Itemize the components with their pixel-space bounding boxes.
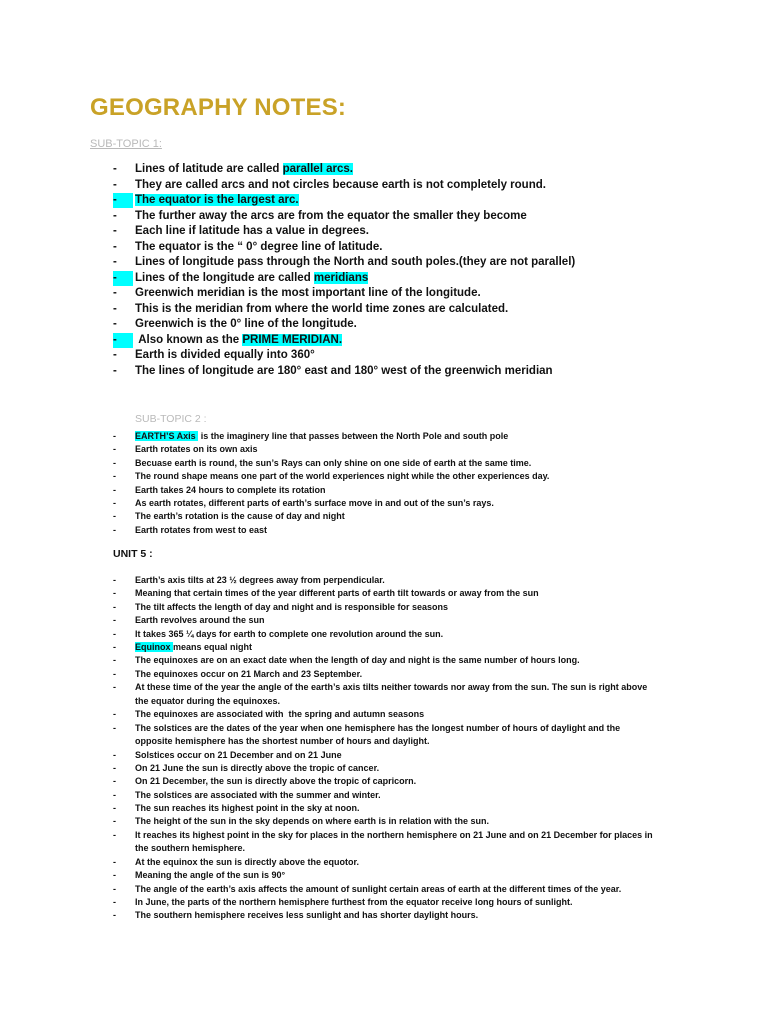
item-text: The equinoxes are on an exact date when the length of day and night is the same number of hours long. xyxy=(135,655,580,666)
bullet-dash: - xyxy=(113,749,116,760)
list-item xyxy=(113,484,673,497)
bullet-dash: - xyxy=(113,240,117,253)
bullet-dash: - xyxy=(113,910,116,921)
bullet-dash: - xyxy=(113,615,116,626)
bullet-dash: - xyxy=(113,302,117,315)
bullet-dash: - xyxy=(113,762,116,773)
highlighted-text: parallel arcs. xyxy=(282,163,353,175)
list-item xyxy=(113,829,673,856)
list-item-text xyxy=(135,162,353,177)
bullet-dash: - xyxy=(113,628,116,639)
list-item xyxy=(113,587,673,600)
item-text: The lines of longitude are 180° east and 180° west of the greenwich meridian xyxy=(135,364,553,377)
item-text: means equal night xyxy=(173,641,253,652)
bullet-dash: - xyxy=(113,856,116,867)
list-item-text xyxy=(135,762,379,775)
list-item xyxy=(113,815,673,828)
item-text: It reaches its highest point in the sky for places in the northern hemisphere on 21 June and on 21 December for places in the southern hemisphere. xyxy=(135,829,656,854)
bullet-dash: - xyxy=(113,444,116,455)
item-text: is the imaginery line that passes between the North Pole and south pole xyxy=(198,431,509,441)
list-item-text xyxy=(135,896,573,909)
list-item-text xyxy=(135,614,265,627)
item-text: On 21 December, the sun is directly above the tropic of capricorn. xyxy=(135,776,417,787)
highlighted-text: The equator is the largest arc. xyxy=(135,194,299,206)
list-item xyxy=(113,722,673,749)
item-text: Earth’s axis tilts at 23 ½ degrees away from perpendicular. xyxy=(135,575,385,585)
bullet-dash: - xyxy=(113,364,117,377)
item-text: The southern hemisphere receives less sunlight and has shorter daylight hours. xyxy=(135,910,479,921)
list-item-text xyxy=(135,524,267,537)
list-item-text xyxy=(135,240,382,255)
bullet-dash: - xyxy=(113,163,117,175)
bullet-dash: - xyxy=(113,484,116,495)
bullet-dash: - xyxy=(113,287,117,299)
item-text: Greenwich is the 0° line of the longitude. xyxy=(135,318,357,330)
bullet-dash: - xyxy=(113,497,116,508)
list-item xyxy=(113,209,633,225)
list-item xyxy=(113,641,673,654)
item-text: Meaning the angle of the sun is 90° xyxy=(135,870,286,881)
list-item xyxy=(113,348,633,364)
item-text: Earth is divided equally into 360° xyxy=(135,349,315,361)
item-text: Meaning that certain times of the year different parts of earth tilt towards or away from the sun xyxy=(135,588,539,599)
list-item-text xyxy=(135,749,342,762)
list-item-text xyxy=(135,909,478,922)
bullet-dash: - xyxy=(113,655,116,666)
item-text: In June, the parts of the northern hemisphere furthest from the equator receive long hours of sunlight. xyxy=(135,897,573,908)
list-item-text xyxy=(135,883,621,896)
list-item-text xyxy=(135,829,655,856)
list-item xyxy=(113,333,633,349)
list-item-text xyxy=(135,654,580,667)
item-text: Earth takes 24 hours to complete its rotation xyxy=(135,484,326,495)
highlighted-text: meridians xyxy=(313,271,369,284)
list-item xyxy=(113,240,633,256)
list-item-text xyxy=(135,775,416,788)
item-text: The equinoxes are associated with the spring and autumn seasons xyxy=(135,709,425,720)
bullet-dash: - xyxy=(113,209,117,222)
item-text: Lines of longitude pass through the North and south poles.(they are not parallel) xyxy=(135,256,576,268)
item-text: Lines of the longitude are called xyxy=(135,271,314,284)
item-text: Earth rotates on its own axis xyxy=(135,444,258,455)
list-item-text xyxy=(135,708,424,721)
item-text: At the equinox the sun is directly above the equotor. xyxy=(135,856,360,867)
list-item xyxy=(113,574,673,587)
bullet-dash: - xyxy=(113,870,116,881)
item-text: This is the meridian from where the world time zones are calculated. xyxy=(135,302,509,315)
list-item-text xyxy=(135,430,508,443)
list-item-text xyxy=(135,271,368,286)
list-item-text xyxy=(135,443,258,456)
list-item-text xyxy=(135,802,360,815)
bullet-dash: - xyxy=(113,722,116,733)
list-item-text xyxy=(135,497,494,510)
item-text: Earth revolves around the sun xyxy=(135,615,265,626)
list-item-text xyxy=(135,224,369,239)
item-text: Also known as the xyxy=(135,333,243,346)
list-item-text xyxy=(135,209,527,224)
list-item-text xyxy=(135,364,553,379)
bullet-dash: - xyxy=(113,225,117,237)
bullet-dash: - xyxy=(113,318,117,330)
bullet-dash: - xyxy=(113,816,116,827)
page-title: GEOGRAPHY NOTES: xyxy=(90,94,347,121)
list-item xyxy=(113,775,673,788)
list-item xyxy=(113,271,633,287)
list-item xyxy=(113,802,673,815)
item-text: Lines of latitude are called xyxy=(135,163,283,175)
list-item xyxy=(113,255,633,271)
list-item-text xyxy=(135,457,531,470)
item-text: Each line if latitude has a value in degrees. xyxy=(135,225,369,237)
item-text: The equinoxes occur on 21 March and 23 September. xyxy=(135,668,363,679)
list-item xyxy=(113,668,673,681)
list-item-text xyxy=(135,286,481,301)
item-text: The sun reaches its highest point in the sky at noon. xyxy=(135,803,360,814)
item-text: It takes 365 ¼ days for earth to complete one revolution around the sun. xyxy=(135,628,444,639)
list-item xyxy=(113,856,673,869)
list-item xyxy=(113,869,673,882)
bullet-dash: - xyxy=(113,641,116,652)
unit-5-list xyxy=(113,574,673,923)
list-item-text xyxy=(135,681,655,708)
list-item xyxy=(113,708,673,721)
bullet-dash: - xyxy=(113,457,116,468)
list-item xyxy=(113,909,673,922)
list-item-text xyxy=(135,317,357,332)
subtopic-1-list xyxy=(113,162,633,379)
list-item xyxy=(113,224,633,240)
item-text: The solstices are associated with the summer and winter. xyxy=(135,789,381,800)
list-item-text xyxy=(135,856,359,869)
list-item-text xyxy=(135,601,448,614)
bullet-dash: - xyxy=(113,471,116,482)
bullet-dash: - xyxy=(113,601,116,612)
list-item xyxy=(113,317,633,333)
list-item-text xyxy=(135,178,546,193)
bullet-dash: - xyxy=(113,897,116,908)
list-item xyxy=(113,524,673,537)
item-text: Earth rotates from west to east xyxy=(135,524,268,535)
item-text: As earth rotates, different parts of earth’s surface move in and out of the sun’s rays. xyxy=(135,497,494,508)
list-item-text xyxy=(135,815,489,828)
bullet-dash: - xyxy=(113,682,116,693)
list-item-text xyxy=(135,484,326,497)
list-item xyxy=(113,178,633,194)
bullet-dash: - xyxy=(113,193,133,208)
list-item xyxy=(113,302,633,318)
item-text: The tilt affects the length of day and night and is responsible for seasons xyxy=(135,601,449,612)
item-text: The solstices are the dates of the year when one hemisphere has the longest number of hours of daylight and the opposite hemisphere has the shortest number of hours and daylight. xyxy=(135,722,623,746)
bullet-dash: - xyxy=(113,883,116,894)
list-item xyxy=(113,628,673,641)
item-text: The height of the sun in the sky depends on where earth is in relation with the sun. xyxy=(135,816,490,827)
list-item-text xyxy=(135,574,385,587)
bullet-dash: - xyxy=(113,271,133,286)
list-item xyxy=(113,364,633,380)
bullet-dash: - xyxy=(113,829,116,840)
item-text: The further away the arcs are from the equator the smaller they become xyxy=(135,209,527,222)
bullet-dash: - xyxy=(113,776,116,787)
list-item xyxy=(113,497,673,510)
subtopic-1-heading: SUB-TOPIC 1: xyxy=(90,138,162,150)
bullet-dash: - xyxy=(113,256,117,268)
highlighted-text: Equinox xyxy=(135,641,173,652)
list-item-text xyxy=(135,333,342,348)
list-item xyxy=(113,789,673,802)
item-text: The angle of the earth’s axis affects the amount of sunlight certain areas of earth at the different times of the year. xyxy=(135,883,622,894)
item-text: Solstices occur on 21 December and on 21 June xyxy=(135,749,342,760)
bullet-dash: - xyxy=(113,524,116,535)
item-text: The earth’s rotation is the cause of day and night xyxy=(135,511,345,522)
list-item xyxy=(113,681,673,708)
bullet-dash: - xyxy=(113,349,117,361)
bullet-dash: - xyxy=(113,333,133,348)
list-item xyxy=(113,430,673,443)
highlighted-text: EARTH’S Axis xyxy=(135,431,199,441)
list-item-text xyxy=(135,628,443,641)
item-text: The equator is the “ 0° degree line of latitude. xyxy=(135,240,383,253)
unit-5-heading: UNIT 5 : xyxy=(113,548,153,560)
list-item-text xyxy=(135,348,315,363)
list-item-text xyxy=(135,641,252,654)
bullet-dash: - xyxy=(113,789,116,800)
subtopic-2-heading: SUB-TOPIC 2 : xyxy=(135,413,207,425)
subtopic-2-list xyxy=(113,430,673,537)
item-text: At these time of the year the angle of the earth’s axis tilts neither towards nor away from the sun. The sun is right above the equator during the equinoxes. xyxy=(135,682,650,706)
list-item-text xyxy=(135,193,299,208)
bullet-dash: - xyxy=(113,668,116,679)
list-item-text xyxy=(135,302,508,317)
list-item xyxy=(113,749,673,762)
list-item xyxy=(113,614,673,627)
item-text: Becuase earth is round, the sun’s Rays can only shine on one side of earth at the same time. xyxy=(135,457,532,468)
item-text: On 21 June the sun is directly above the tropic of cancer. xyxy=(135,762,380,773)
item-text: They are called arcs and not circles because earth is not completely round. xyxy=(135,178,546,191)
item-text: Greenwich meridian is the most important line of the longitude. xyxy=(135,287,481,299)
list-item xyxy=(113,762,673,775)
bullet-dash: - xyxy=(113,511,116,522)
list-item-text xyxy=(135,255,575,270)
list-item xyxy=(113,162,633,178)
bullet-dash: - xyxy=(113,709,116,720)
list-item xyxy=(113,654,673,667)
list-item-text xyxy=(135,722,655,749)
list-item xyxy=(113,896,673,909)
list-item xyxy=(113,193,633,209)
list-item-text xyxy=(135,470,549,483)
list-item-text xyxy=(135,510,345,523)
list-item-text xyxy=(135,587,539,600)
list-item xyxy=(113,457,673,470)
bullet-dash: - xyxy=(113,575,116,585)
bullet-dash: - xyxy=(113,178,117,191)
list-item-text xyxy=(135,869,285,882)
list-item xyxy=(113,883,673,896)
bullet-dash: - xyxy=(113,588,116,599)
list-item-text xyxy=(135,668,362,681)
item-text: The round shape means one part of the world experiences night while the other experiences day. xyxy=(135,471,550,482)
list-item xyxy=(113,510,673,523)
list-item-text xyxy=(135,789,381,802)
list-item xyxy=(113,286,633,302)
highlighted-text: PRIME MERIDIAN. xyxy=(242,333,343,346)
list-item xyxy=(113,601,673,614)
bullet-dash: - xyxy=(113,803,116,814)
bullet-dash: - xyxy=(113,431,116,441)
list-item xyxy=(113,443,673,456)
list-item xyxy=(113,470,673,483)
